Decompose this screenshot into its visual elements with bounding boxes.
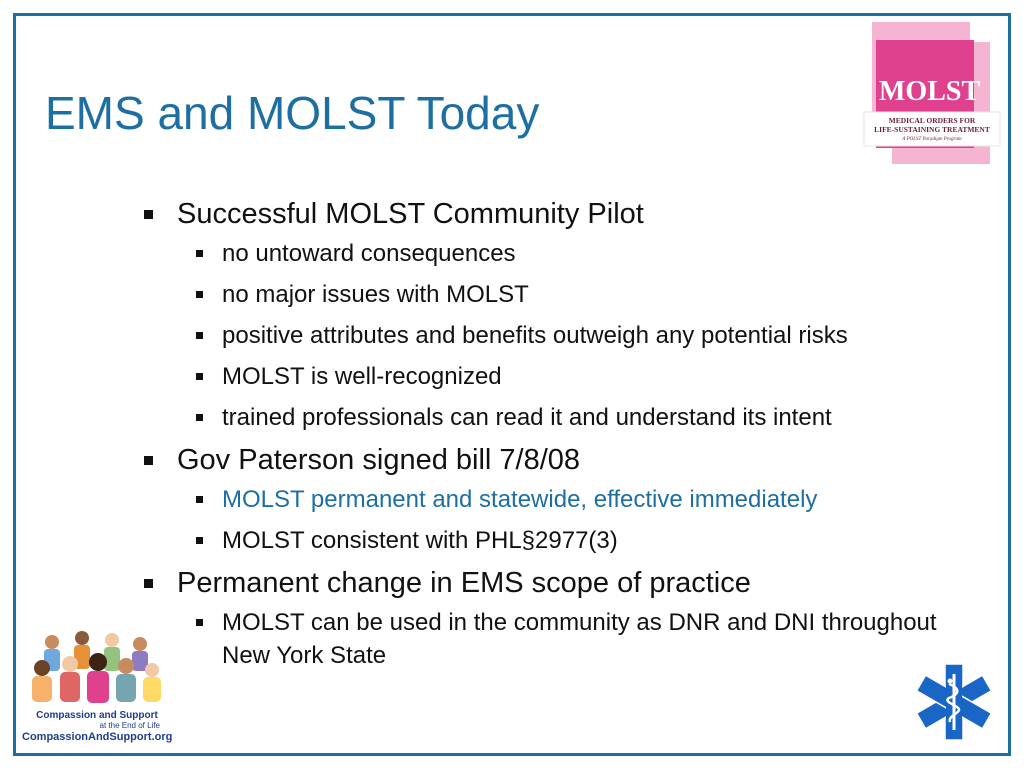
svg-text:MEDICAL ORDERS FOR: MEDICAL ORDERS FOR [888, 116, 976, 125]
sub-bullet-text-highlight: MOLST permanent and statewide, effective immediately [222, 486, 818, 513]
molst-logo-icon [862, 22, 1002, 167]
bullet-list [140, 196, 970, 680]
sub-bullet-text: MOLST consistent with PHL§2977(3) [222, 527, 618, 554]
compassion-support-logo [22, 628, 172, 748]
sub-bullet-text: MOLST is well-recognized [222, 363, 502, 390]
sub-bullet-item [140, 483, 970, 516]
bullet-item [140, 196, 970, 232]
svg-text:A POLST Paradigm Program: A POLST Paradigm Program [902, 137, 962, 142]
cas-url: CompassionAndSupport.org [22, 731, 173, 743]
bullet-square-icon [196, 496, 203, 503]
bullet-item [140, 442, 970, 478]
bullet-square-icon [196, 537, 203, 544]
sub-bullet-item [140, 319, 970, 352]
sub-bullet-item [140, 278, 970, 311]
bullet-square-icon [144, 456, 153, 465]
sub-bullet-item [140, 606, 970, 672]
sub-bullet-text: positive attributes and benefits outweigh any potential risks [222, 322, 848, 349]
bullet-square-icon [196, 250, 203, 257]
sub-bullet-item [140, 401, 970, 434]
bullet-item [140, 565, 970, 601]
bullet-square-icon [196, 291, 203, 298]
bullet-text: Gov Paterson signed bill 7/8/08 [177, 444, 581, 476]
sub-bullet-text: trained professionals can read it and understand its intent [222, 404, 832, 431]
sub-bullet-item [140, 237, 970, 270]
bullet-square-icon [144, 210, 153, 219]
sub-bullet-text: MOLST can be used in the community as DNR and DNI throughout New York State [222, 609, 937, 669]
bullet-text: Permanent change in EMS scope of practice [177, 567, 751, 599]
bullet-square-icon [196, 414, 203, 421]
bullet-square-icon [196, 373, 203, 380]
bullet-square-icon [196, 619, 203, 626]
slide-title: EMS and MOLST Today [45, 87, 540, 139]
svg-text:LIFE-SUSTAINING TREATMENT: LIFE-SUSTAINING TREATMENT [874, 125, 990, 134]
star-of-life-icon [914, 662, 994, 742]
sub-bullet-text: no untoward consequences [222, 240, 516, 267]
cas-subtitle: at the End of Life [99, 721, 160, 730]
bullet-text: Successful MOLST Community Pilot [177, 198, 644, 230]
sub-bullet-item [140, 524, 970, 557]
bullet-square-icon [196, 332, 203, 339]
bullet-square-icon [144, 579, 153, 588]
molst-name-text: MOLST [879, 76, 981, 107]
sub-bullet-text: no major issues with MOLST [222, 281, 529, 308]
people-group-icon [22, 628, 172, 710]
sub-bullet-item [140, 360, 970, 393]
cas-title: Compassion and Support [36, 710, 158, 721]
